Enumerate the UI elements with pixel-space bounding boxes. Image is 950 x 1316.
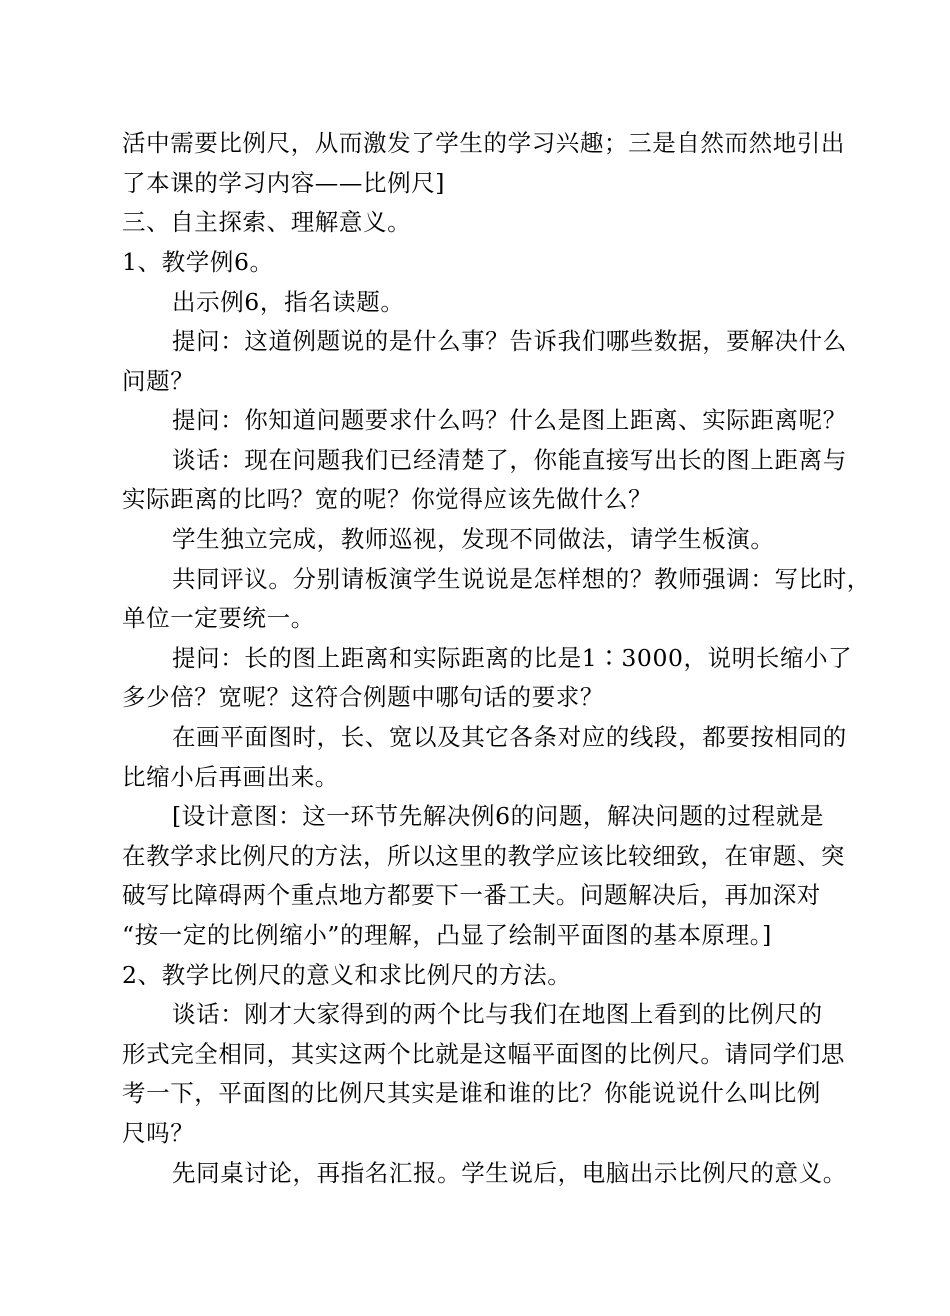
text-line: 提问：你知道问题要求什么吗？什么是图上距离、实际距离呢？ [172,406,847,434]
text-line: 问题？ [122,367,195,395]
text-line: 了本课的学习内容——比例尺] [122,169,446,197]
text-line: 学生独立完成，教师巡视，发现不同做法，请学生板演。 [172,525,775,553]
text-line: 提问：长的图上距离和实际距离的比是1∶3000，说明长缩小了 [172,644,853,672]
subsection-heading: 1、教学例6。 [122,248,274,276]
text-line: 尺吗？ [122,1119,195,1147]
text-line: 活中需要比例尺，从而激发了学生的学习兴趣；三是自然而然地引出 [122,129,845,157]
text-line: 比缩小后再画出来。 [122,763,339,791]
design-note-line: 破写比障碍两个重点地方都要下一番工夫。问题解决后，再加深对 [122,881,821,909]
section-heading: 三、自主探索、理解意义。 [122,208,412,236]
text-line: 共同评议。分别请板演学生说说是怎样想的？教师强调：写比时， [172,565,871,593]
text-line: 单位一定要统一。 [122,604,315,632]
text-line: 多少倍？宽呢？这符合例题中哪句话的要求？ [122,683,604,711]
text-line: 谈话：现在问题我们已经清楚了，你能直接写出长的图上距离与 [172,446,847,474]
text-line: 谈话：刚才大家得到的两个比与我们在地图上看到的比例尺的 [172,1000,823,1028]
text-line: 实际距离的比吗？宽的呢？你觉得应该先做什么？ [122,485,653,513]
text-line: 考一下，平面图的比例尺其实是谁和谁的比？你能说说什么叫比例 [122,1079,821,1107]
subsection-heading: 2、教学比例尺的意义和求比例尺的方法。 [122,961,572,989]
design-note-line: [设计意图：这一环节先解决例6的问题，解决问题的过程就是 [172,802,824,830]
text-line: 出示例6，指名读题。 [172,288,405,316]
text-line: 形式完全相同，其实这两个比就是这幅平面图的比例尺。请同学们思 [122,1040,845,1068]
design-note-line: 在教学求比例尺的方法，所以这里的教学应该比较细致，在审题、突 [122,842,845,870]
design-note-line: “按一定的比例缩小”的理解，凸显了绘制平面图的基本原理。] [122,921,772,949]
text-line: 提问：这道例题说的是什么事？告诉我们哪些数据，要解决什么 [172,327,847,355]
text-line: 在画平面图时，长、宽以及其它各条对应的线段，都要按相同的 [172,723,847,751]
text-line: 先同桌讨论，再指名汇报。学生说后，电脑出示比例尺的意义。 [172,1159,847,1187]
